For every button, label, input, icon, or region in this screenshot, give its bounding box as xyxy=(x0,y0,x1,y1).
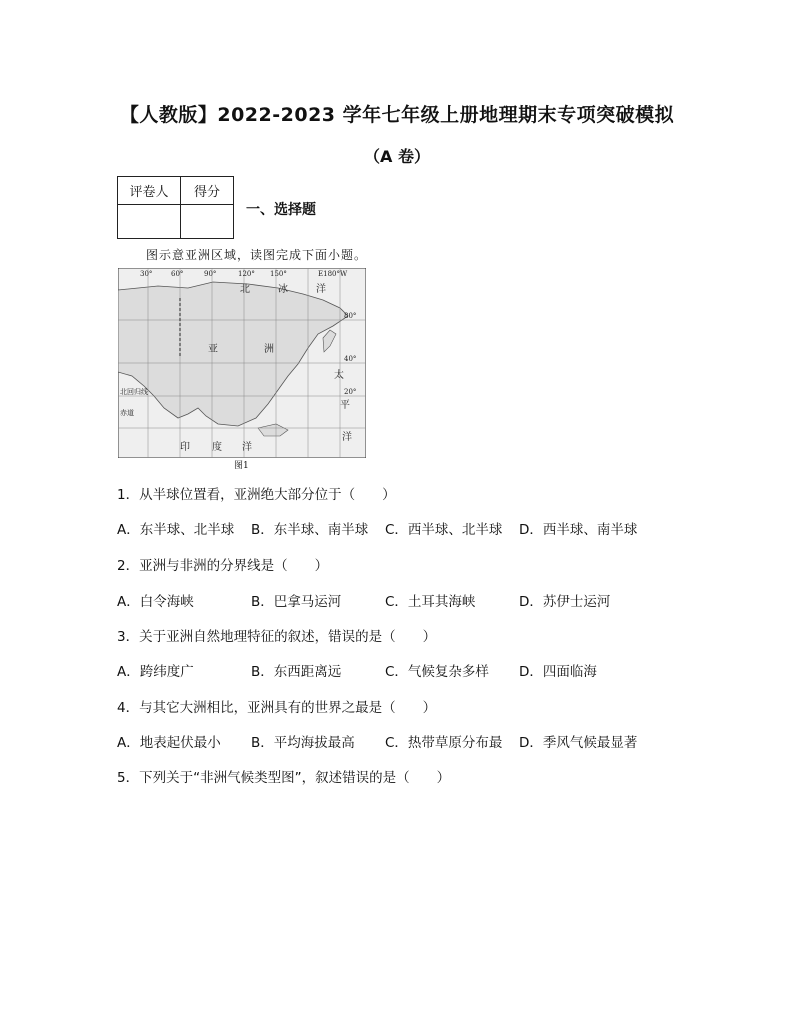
question-intro: 图示意亚洲区域，读图完成下面小题。 xyxy=(146,248,368,262)
q4-option-d[interactable]: D．季风气候最显著 xyxy=(519,735,638,751)
q2-option-d[interactable]: D．苏伊士运河 xyxy=(519,594,611,610)
lat-label-40: 40° xyxy=(344,355,357,363)
map-caption: 图1 xyxy=(234,461,249,471)
q2-option-b[interactable]: B．巴拿马运河 xyxy=(251,594,342,610)
q1-option-b[interactable]: B．东半球、南半球 xyxy=(251,522,369,538)
continent-label-2: 洲 xyxy=(264,344,274,355)
question-4-stem: 4．与其它大洲相比，亚洲具有的世界之最是（ ） xyxy=(117,700,437,716)
question-2-options xyxy=(117,590,677,610)
lat-label-80: 80° xyxy=(344,312,357,320)
ocean-label-east-3: 洋 xyxy=(342,432,352,443)
tropic-label: 北回归线 xyxy=(120,388,148,396)
q3-option-a[interactable]: A．跨纬度广 xyxy=(117,664,194,680)
ocean-label-east-2: 平 xyxy=(340,400,350,411)
q1-option-d[interactable]: D．西半球、南半球 xyxy=(519,522,638,538)
q3-option-b[interactable]: B．东西距离远 xyxy=(251,664,342,680)
ocean-label-south-2: 度 xyxy=(212,442,222,453)
ocean-label-south-3: 洋 xyxy=(242,442,252,453)
score-table xyxy=(117,176,234,239)
lon-label-60: 60° xyxy=(171,270,184,278)
q1-option-c[interactable]: C．西半球、北半球 xyxy=(385,522,503,538)
q2-option-c[interactable]: C．土耳其海峡 xyxy=(385,594,476,610)
page-title: 【人教版】2022-2023 学年七年级上册地理期末专项突破模拟 xyxy=(119,104,675,126)
ocean-label-north-2: 冰 xyxy=(278,284,288,295)
q2-option-a[interactable]: A．白令海峡 xyxy=(117,594,194,610)
continent-label-1: 亚 xyxy=(208,344,218,355)
lon-label-180: E180°W xyxy=(318,270,348,278)
q4-option-a[interactable]: A．地表起伏最小 xyxy=(117,735,221,751)
grader-cell xyxy=(118,205,181,239)
q4-option-b[interactable]: B．平均海拔最高 xyxy=(251,735,355,751)
question-3-options xyxy=(117,660,677,680)
section-title: 一、选择题 xyxy=(246,202,316,218)
lon-label-30: 30° xyxy=(140,270,153,278)
lon-label-150: 150° xyxy=(270,270,287,278)
q4-option-c[interactable]: C．热带草原分布最 xyxy=(385,735,503,751)
q1-option-a[interactable]: A．东半球、北半球 xyxy=(117,522,235,538)
lat-label-20: 20° xyxy=(344,388,357,396)
asia-map xyxy=(118,268,366,458)
score-cell xyxy=(181,205,234,239)
lon-label-120: 120° xyxy=(238,270,255,278)
question-3-stem: 3．关于亚洲自然地理特征的叙述，错误的是（ ） xyxy=(117,629,437,645)
page-subtitle: （A 卷） xyxy=(364,147,430,166)
question-1-stem: 1．从半球位置看，亚洲绝大部分位于（ ） xyxy=(117,487,396,503)
equator-label: 赤道 xyxy=(120,409,134,417)
ocean-label-south-1: 印 xyxy=(180,442,190,453)
question-2-stem: 2．亚洲与非洲的分界线是（ ） xyxy=(117,558,329,574)
score-header: 得分 xyxy=(181,177,234,205)
grader-header: 评卷人 xyxy=(118,177,181,205)
question-4-options xyxy=(117,731,677,751)
question-1-options xyxy=(117,518,677,538)
lon-label-90: 90° xyxy=(204,270,217,278)
ocean-label-east-1: 太 xyxy=(334,370,344,381)
ocean-label-north-3: 洋 xyxy=(316,284,326,295)
q3-option-c[interactable]: C．气候复杂多样 xyxy=(385,664,489,680)
q3-option-d[interactable]: D．四面临海 xyxy=(519,664,597,680)
question-5-stem: 5．下列关于“非洲气候类型图”，叙述错误的是（ ） xyxy=(117,770,451,786)
ocean-label-north-1: 北 xyxy=(240,284,250,295)
